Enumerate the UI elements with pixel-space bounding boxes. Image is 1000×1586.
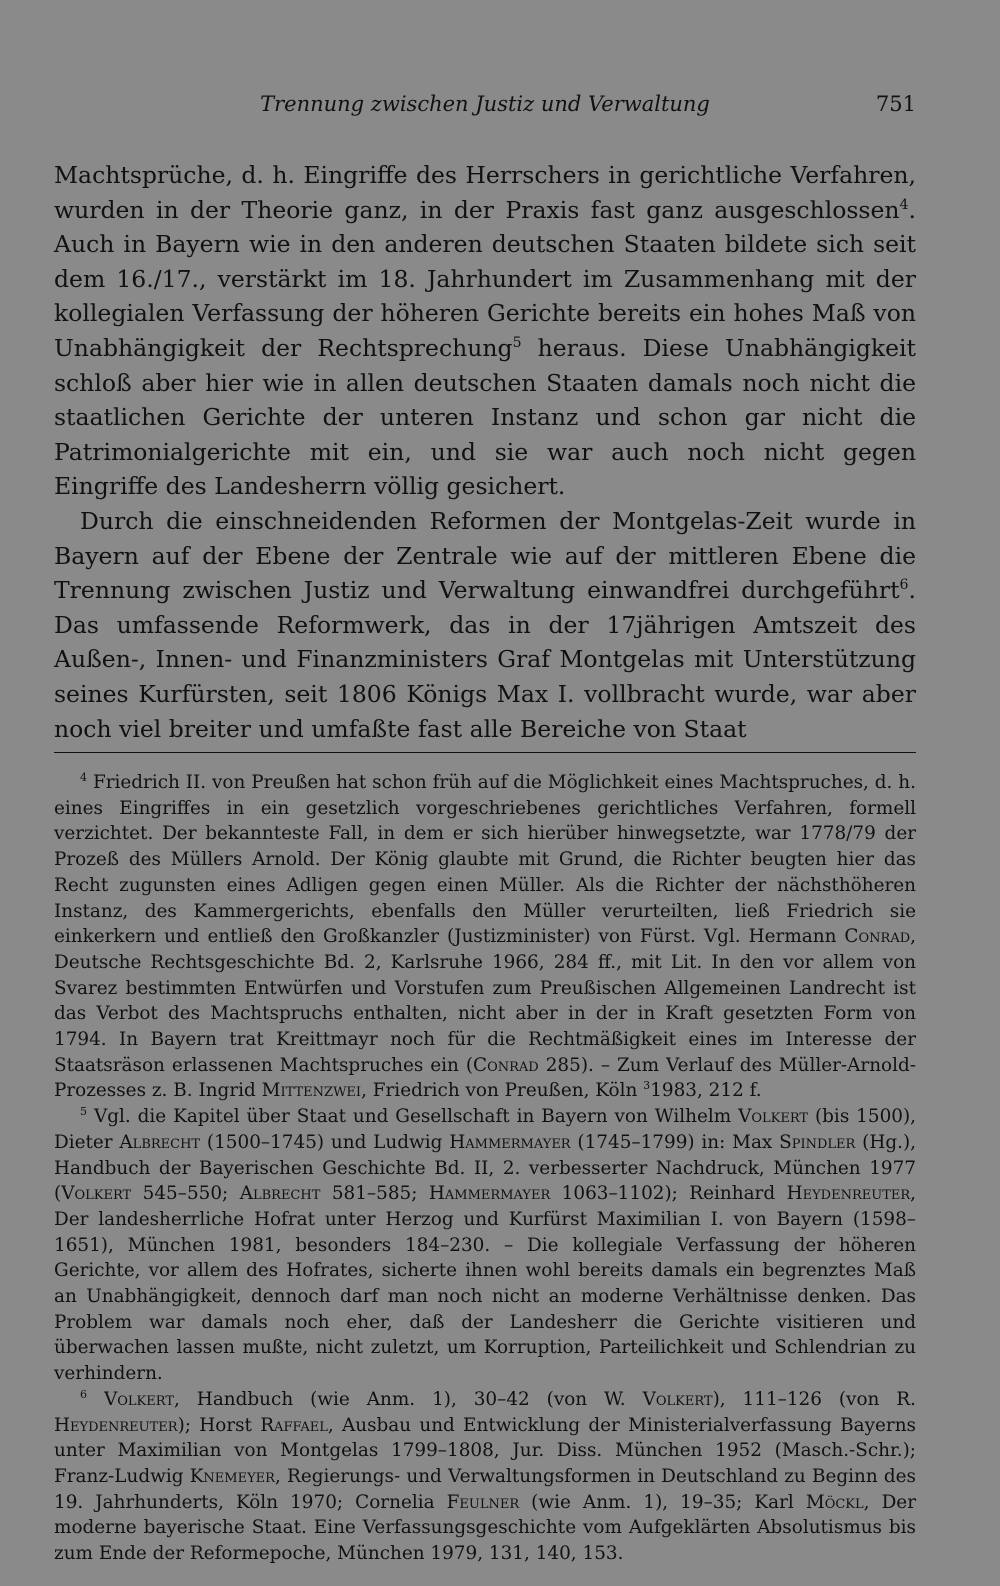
text-run: Vgl. die Kapitel über Staat und Gesellschaft in Bayern von Wilhelm bbox=[87, 1106, 739, 1128]
text-run: , Deutsche Rechtsgeschichte Bd. 2, Karlsruhe 1966, 284 ff., mit Lit. In den vor allem von Svarez bestimmten Entwürfen und Vorstufen zum Preußischen Allgemeinen Landrecht ist das Verbot des Machtspruchs enthalten, nicht aber in der in Kraft gesetzten Form von 1794. In Bayern trat Kreittmayr noch für die Rechtmäßigkeit eines im Interesse der Staatsräson erlassenen Machtspruches ein ( bbox=[54, 926, 916, 1076]
author-name: Möckl bbox=[805, 1491, 864, 1513]
footnote-ref-5: 5 bbox=[512, 335, 522, 352]
footnote-number: 5 bbox=[80, 1105, 88, 1119]
footnote-4 bbox=[54, 770, 916, 1104]
text-run: 285). – Zum Verlauf des Müller-Arnold-Prozesses z. B. Ingrid bbox=[54, 1054, 916, 1102]
footnote-ref-4: 4 bbox=[899, 196, 909, 213]
text-run: Machtsprüche, d. h. Eingriffe des Herrschers in gerichtliche Verfahren, wurden in der Theorie ganz, in der Praxis fast ganz ausgeschlossen bbox=[54, 161, 916, 224]
text-run: ); Horst bbox=[177, 1414, 261, 1436]
text-run: (bis 1500), Dieter bbox=[54, 1106, 916, 1153]
running-title: Trennung zwischen Justiz und Verwaltung bbox=[260, 92, 710, 116]
footnote-number: 6 bbox=[80, 1387, 88, 1401]
text-run: 545–550; bbox=[131, 1183, 240, 1205]
text-run: . Das umfassende Reformwerk, das in der 17jährigen Amtszeit des Außen-, Innen- und Finanzministers Graf Montgelas mit Unterstützung seines Kurfürsten, seit 1806 Königs Max I. vollbracht wurde, war aber noch viel breiter und umfaßte fast alle Bereiche von Staat bbox=[54, 576, 916, 743]
author-name: Conrad bbox=[473, 1054, 539, 1076]
text-run: (wie Anm. 1), 19–35; Karl bbox=[519, 1491, 806, 1513]
author-name: Volkert bbox=[103, 1388, 174, 1410]
edition-number: 3 bbox=[643, 1079, 651, 1093]
text-run: . Auch in Bayern wie in den anderen deutschen Staaten bildete sich seit dem 16./17., verstärkt im 18. Jahrhundert im Zusammenhang mit der kollegialen Verfassung der höheren Gerichte bereits ein hohes Maß von Unabhängigkeit der Rechtsprechung bbox=[54, 195, 916, 362]
author-name: Spindler bbox=[779, 1131, 856, 1153]
text-run: , Handbuch (wie Anm. 1), 30–42 (von W. bbox=[174, 1388, 643, 1410]
footnote-ref-6: 6 bbox=[899, 577, 909, 594]
text-run: 581–585; bbox=[320, 1183, 429, 1205]
text-run: heraus. Diese Unabhängigkeit schloß aber hier wie in allen deutschen Staaten damals noch nicht die staatlichen Gerichte der unteren Instanz und schon gar nicht die Patrimonialgerichte mit ein, und sie war auch noch nicht gegen Eingriffe des Landesherrn völlig gesichert. bbox=[54, 333, 916, 501]
author-name: Heydenreuter bbox=[54, 1414, 178, 1436]
text-run: , Regierungs- und Verwaltungsformen in Deutschland zu Beginn des 19. Jahrhunderts, Köln 1970; Cornelia bbox=[54, 1465, 916, 1513]
main-text bbox=[54, 158, 916, 746]
running-header bbox=[54, 92, 916, 122]
text-run: 1983, 212 f. bbox=[650, 1080, 762, 1102]
text-run: , Der moderne bayerische Staat. Eine Verfassungsgeschichte vom Aufgeklärten Absolutismus bis zum Ende der Reformepoche, München 1979, 131, 140, 153. bbox=[54, 1491, 916, 1565]
text-run: , Der landesherrliche Hofrat unter Herzog und Kurfürst Maximilian I. von Bayern (1598–1651), München 1981, besonders 184–230. – Die kollegiale Verfassung der höheren Gerichte, vor allem des Hofrates, sicherte ihnen wohl bereits damals ein begrenztes Maß an Unabhängigkeit, dennoch darf man noch nicht an moderne Verhältnisse denken. Das Problem war damals noch eher, daß der Landesherr die Gerichte visitieren und überwachen lassen mußte, nicht zuletzt, um Korruption, Parteilichkeit und Schlendrian zu verhindern. bbox=[54, 1183, 917, 1385]
author-name: Raffael bbox=[260, 1414, 328, 1436]
footnote-number: 4 bbox=[80, 770, 88, 784]
author-name: Volkert bbox=[61, 1183, 132, 1205]
paragraph-2 bbox=[54, 504, 916, 746]
author-name: Volkert bbox=[642, 1388, 713, 1410]
author-name: Hammermayer bbox=[428, 1183, 551, 1205]
text-run: (1745–1799) in: Max bbox=[570, 1131, 780, 1153]
text-run: (1500–1745) und Ludwig bbox=[200, 1131, 450, 1153]
author-name: Heydenreuter bbox=[786, 1183, 911, 1205]
footnote-separator bbox=[54, 752, 916, 753]
text-run: Durch die einschneidenden Reformen der Montgelas-Zeit wurde in Bayern auf der Ebene der Zentrale wie auf der mittleren Ebene die Trennung zwischen Justiz und Verwaltung einwandfrei durchgeführt bbox=[54, 506, 916, 605]
text-run: Friedrich II. von Preußen hat schon früh auf die Möglichkeit eines Machtspruches, d. h. eines Eingriffes in ein gesetzlich vorgeschriebenes gerichtliches Verfahren, formell verzichtet. Der bekannteste Fall, in dem er sich hierüber hinwegsetzte, war 1778/79 der Prozeß des Müllers Arnold. Der König glaubte mit Grund, die Richter beugten hier das Recht zugunsten eines Adligen gegen einen Müller. Als die Richter der nächsthöheren Instanz, des Kammergerichts, ebenfalls den Müller verurteilten, ließ Friedrich sie einkerkern und entließ den Großkanzler (Justizminister) von Fürst. Vgl. Hermann bbox=[54, 772, 916, 948]
page-number: 751 bbox=[875, 92, 916, 116]
text-run: (Hg.), Handbuch der Bayerischen Geschichte Bd. II, 2. verbesserter Nachdruck, München 1977 ( bbox=[54, 1131, 917, 1205]
text-run: , Friedrich von Preußen, Köln bbox=[361, 1080, 644, 1102]
text-run: ), 111–126 (von R. bbox=[712, 1388, 916, 1410]
author-name: Knemeyer bbox=[189, 1465, 275, 1487]
author-name: Albrecht bbox=[119, 1131, 201, 1153]
paragraph-1 bbox=[54, 158, 916, 504]
author-name: Albrecht bbox=[239, 1183, 321, 1205]
author-name: Hammermayer bbox=[449, 1131, 571, 1153]
footnotes bbox=[54, 770, 916, 1567]
footnote-6 bbox=[54, 1387, 916, 1567]
footnote-5 bbox=[54, 1104, 916, 1387]
author-name: Volkert bbox=[738, 1106, 809, 1128]
author-name: Conrad bbox=[844, 926, 911, 948]
text-run: , Ausbau und Entwicklung der Ministerialverfassung Bayerns unter Maximilian von Montgelas 1799–1808, Jur. Diss. München 1952 (Masch.-Schr.); Franz-Ludwig bbox=[54, 1414, 916, 1487]
author-name: Mittenzwei bbox=[261, 1080, 362, 1102]
text-run: 1063–1102); Reinhard bbox=[550, 1183, 787, 1205]
author-name: Feulner bbox=[446, 1491, 520, 1513]
